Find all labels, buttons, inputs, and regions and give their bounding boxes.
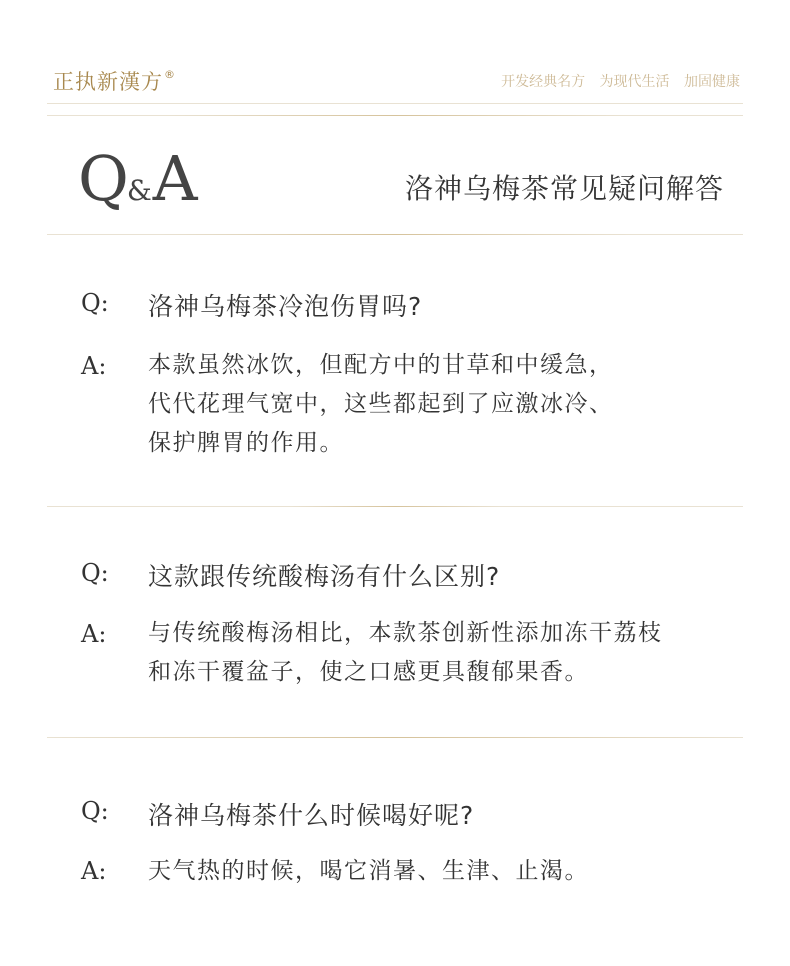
tagline-part-3: 加固健康 — [684, 74, 740, 90]
question-label: Q: — [81, 559, 109, 587]
header-divider-1 — [47, 103, 743, 104]
answer-label: A: — [81, 857, 107, 885]
tagline-part-1: 开发经典名方 — [501, 74, 586, 90]
answer-text — [148, 614, 748, 692]
header-divider-accent — [165, 115, 625, 116]
answer-line: 保护脾胃的作用。 — [148, 430, 344, 456]
question-text: 洛神乌梅茶冷泡伤胃吗? — [148, 292, 423, 321]
answer-line: 本款虽然冰饮，但配方中的甘草和中缓急， — [148, 352, 614, 378]
tagline — [491, 71, 740, 91]
faq-divider-2-accent — [47, 737, 743, 738]
title-divider-accent — [160, 234, 630, 235]
question-text: 这款跟传统酸梅汤有什么区别? — [148, 562, 501, 591]
brand-text: 正执新漢方 — [53, 70, 163, 94]
question-text: 洛神乌梅茶什么时候喝好呢? — [148, 801, 475, 830]
question-label: Q: — [81, 797, 109, 825]
question-label: Q: — [81, 289, 109, 317]
brand-name — [53, 66, 176, 96]
section-title: 洛神乌梅茶常见疑问解答 — [404, 172, 724, 205]
answer-line: 与传统酸梅汤相比，本款茶创新性添加冻干荔枝 — [148, 620, 663, 646]
registered-mark: ® — [164, 68, 176, 81]
page-header — [0, 0, 790, 120]
answer-line: 天气热的时候，喝它消暑、生津、止渴。 — [148, 858, 589, 884]
answer-label: A: — [81, 620, 107, 648]
answer-line: 和冻干覆盆子，使之口感更具馥郁果香。 — [148, 659, 589, 685]
answer-text — [148, 346, 748, 463]
qa-logo — [78, 142, 195, 215]
qa-logo-a: A — [152, 142, 195, 215]
qa-logo-q: Q — [78, 142, 126, 215]
answer-line: 代代花理气宽中，这些都起到了应激冰冷、 — [148, 391, 614, 417]
qa-logo-amp: & — [126, 174, 152, 207]
answer-label: A: — [81, 352, 107, 380]
faq-divider-1-accent — [290, 506, 500, 507]
tagline-part-2: 为现代生活 — [599, 74, 670, 90]
answer-text — [148, 852, 748, 891]
